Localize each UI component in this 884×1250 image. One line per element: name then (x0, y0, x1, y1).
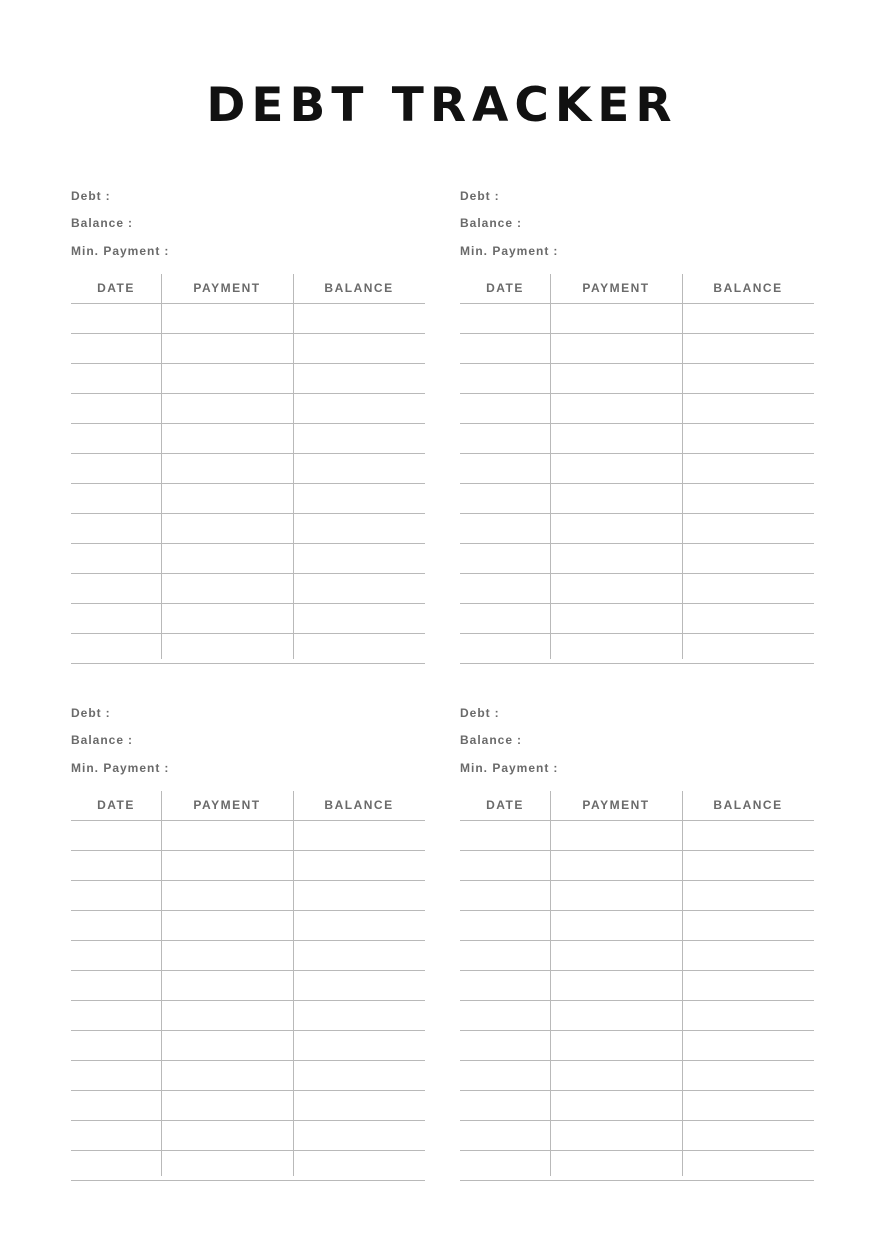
table-row[interactable] (460, 454, 814, 484)
balance-label: Balance : (71, 216, 134, 230)
table-row[interactable] (460, 881, 814, 911)
table-row[interactable] (460, 941, 814, 971)
table-row[interactable] (71, 1091, 425, 1121)
table-row[interactable] (71, 1151, 425, 1181)
payment-table (71, 791, 425, 1181)
table-row[interactable] (71, 821, 425, 851)
table-row[interactable] (71, 334, 425, 364)
table-row[interactable] (71, 881, 425, 911)
table-row[interactable] (460, 821, 814, 851)
table-row[interactable] (71, 574, 425, 604)
table-row[interactable] (460, 394, 814, 424)
table-row[interactable] (460, 971, 814, 1001)
table-header (71, 274, 425, 304)
debt-label: Debt : (460, 189, 500, 203)
table-header (71, 791, 425, 821)
payment-column-header: PAYMENT (582, 798, 650, 812)
table-row[interactable] (71, 514, 425, 544)
column-divider (682, 274, 683, 659)
table-row[interactable] (460, 634, 814, 664)
column-divider (161, 791, 162, 1176)
table-row[interactable] (460, 304, 814, 334)
balance-label: Balance : (71, 733, 134, 747)
min-payment-label: Min. Payment : (71, 244, 170, 258)
balance-label: Balance : (460, 216, 523, 230)
payment-table (460, 274, 814, 664)
table-row[interactable] (71, 484, 425, 514)
column-divider (550, 791, 551, 1176)
balance-label: Balance : (460, 733, 523, 747)
min-payment-label: Min. Payment : (71, 761, 170, 775)
table-row[interactable] (460, 364, 814, 394)
table-row[interactable] (71, 1121, 425, 1151)
balance-column-header: BALANCE (324, 281, 394, 295)
table-row[interactable] (71, 971, 425, 1001)
table-row[interactable] (460, 1091, 814, 1121)
payment-column-header: PAYMENT (193, 281, 261, 295)
table-row[interactable] (460, 1061, 814, 1091)
table-row[interactable] (460, 544, 814, 574)
table-row[interactable] (71, 634, 425, 664)
date-column-header: DATE (97, 798, 135, 812)
min-payment-label: Min. Payment : (460, 244, 559, 258)
table-row[interactable] (460, 1031, 814, 1061)
table-row[interactable] (460, 334, 814, 364)
debt-label: Debt : (71, 706, 111, 720)
table-row[interactable] (460, 604, 814, 634)
table-row[interactable] (71, 604, 425, 634)
table-row[interactable] (460, 574, 814, 604)
table-row[interactable] (71, 1031, 425, 1061)
balance-column-header: BALANCE (713, 281, 783, 295)
table-header (460, 274, 814, 304)
table-row[interactable] (460, 514, 814, 544)
payment-column-header: PAYMENT (193, 798, 261, 812)
column-divider (293, 274, 294, 659)
debt-label: Debt : (460, 706, 500, 720)
payment-table (460, 791, 814, 1181)
balance-column-header: BALANCE (324, 798, 394, 812)
table-row[interactable] (71, 1061, 425, 1091)
column-divider (293, 791, 294, 1176)
min-payment-label: Min. Payment : (460, 761, 559, 775)
table-row[interactable] (460, 1121, 814, 1151)
debt-label: Debt : (71, 189, 111, 203)
table-row[interactable] (71, 394, 425, 424)
table-row[interactable] (460, 484, 814, 514)
table-row[interactable] (71, 304, 425, 334)
table-row[interactable] (71, 1001, 425, 1031)
date-column-header: DATE (486, 281, 524, 295)
table-row[interactable] (460, 424, 814, 454)
table-row[interactable] (71, 941, 425, 971)
balance-column-header: BALANCE (713, 798, 783, 812)
date-column-header: DATE (97, 281, 135, 295)
table-row[interactable] (71, 364, 425, 394)
table-row[interactable] (460, 911, 814, 941)
table-row[interactable] (460, 1151, 814, 1181)
date-column-header: DATE (486, 798, 524, 812)
column-divider (161, 274, 162, 659)
table-row[interactable] (71, 851, 425, 881)
table-row[interactable] (460, 1001, 814, 1031)
payment-column-header: PAYMENT (582, 281, 650, 295)
column-divider (682, 791, 683, 1176)
table-row[interactable] (71, 454, 425, 484)
column-divider (550, 274, 551, 659)
payment-table (71, 274, 425, 664)
table-row[interactable] (71, 544, 425, 574)
table-row[interactable] (460, 851, 814, 881)
page-title: DEBT TRACKER (206, 78, 678, 133)
table-header (460, 791, 814, 821)
table-row[interactable] (71, 911, 425, 941)
table-row[interactable] (71, 424, 425, 454)
